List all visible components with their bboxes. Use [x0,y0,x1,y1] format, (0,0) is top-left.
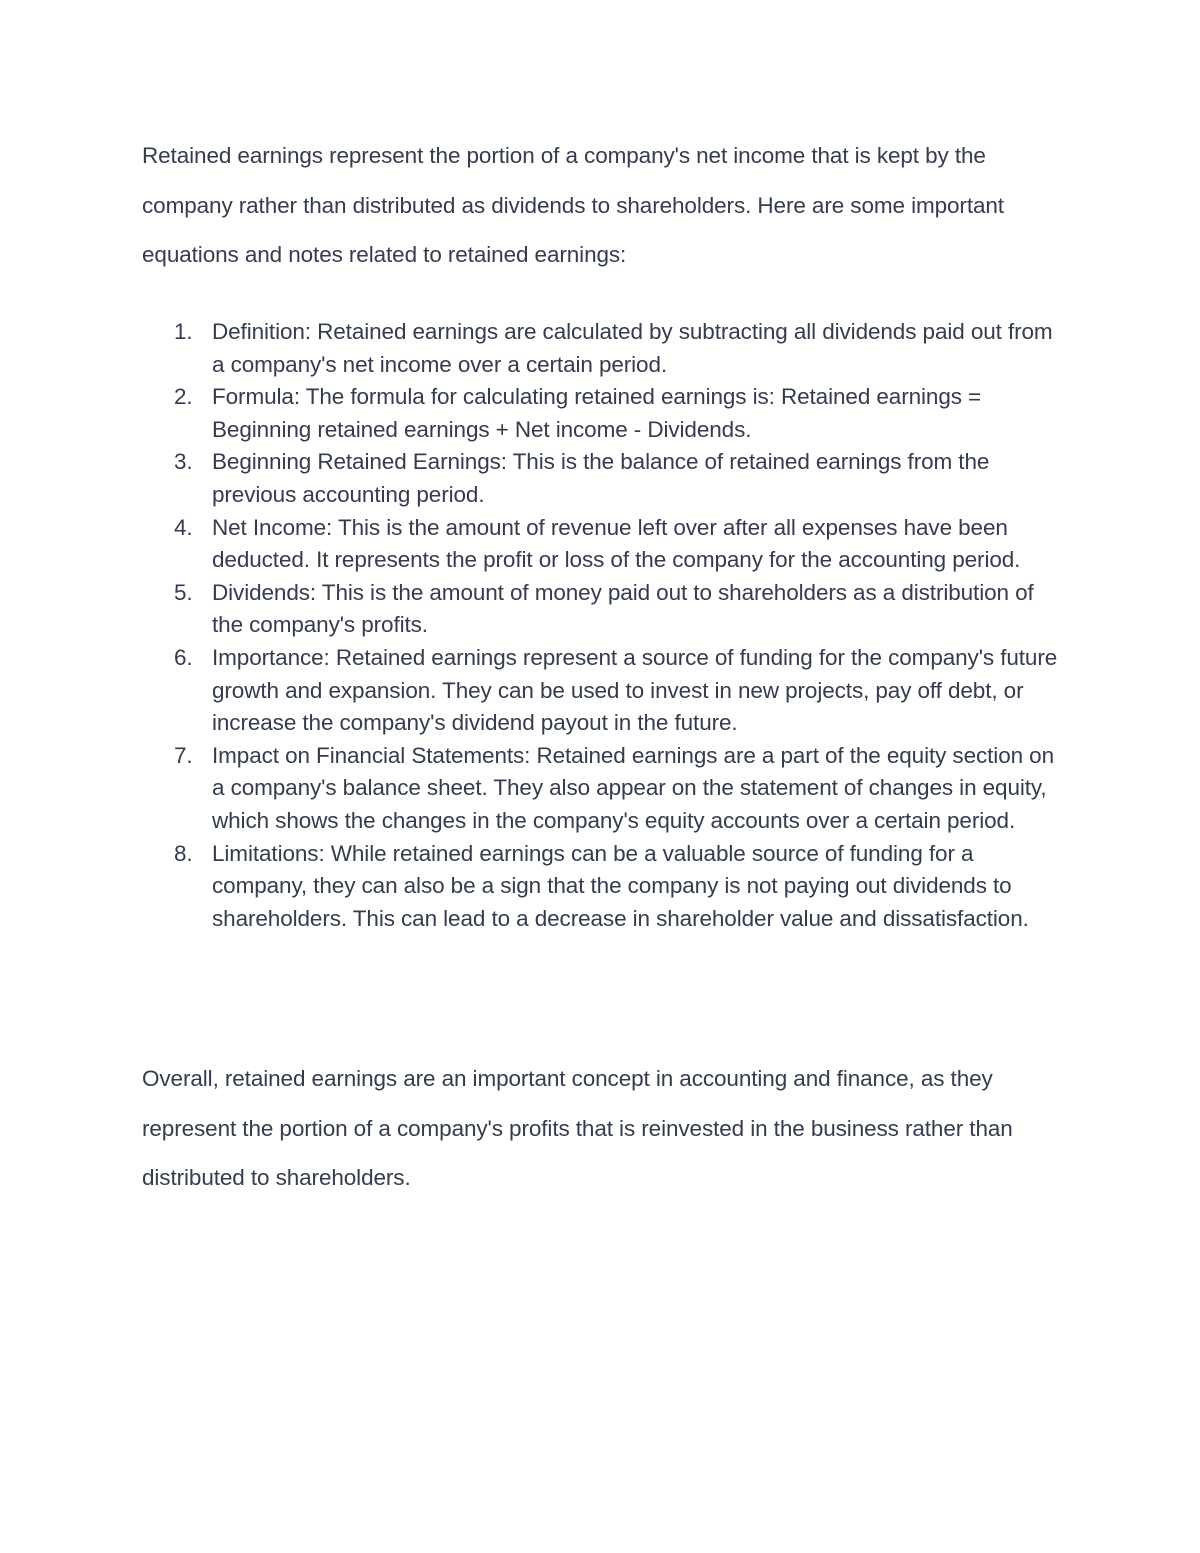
list-item-importance [142,642,1067,740]
list-number: 8. [174,840,193,866]
list-item-impact-on-financial-statements [142,740,1067,838]
list-item-text: Definition: Retained earnings are calculated by subtracting all dividends paid out from a company's net income over a certain period. [212,319,1053,377]
list-item-net-income [142,512,1067,577]
list-item-text: Limitations: While retained earnings can be a valuable source of funding for a company, they can also be a sign that the company is not paying out dividends to shareholders. This can lead to a decrease in shareholder value and dissatisfaction. [212,840,1029,931]
list-item-beginning-retained-earnings [142,446,1067,511]
list-item-text: Net Income: This is the amount of revenue left over after all expenses have been deducted. It represents the profit or loss of the company for the accounting period. [212,514,1021,573]
list-item-text: Formula: The formula for calculating retained earnings is: Retained earnings = Beginning retained earnings + Net income - Dividends. [212,384,982,442]
intro-paragraph: Retained earnings represent the portion of a company's net income that is kept by the company rather than distributed as dividends to shareholders. Here are some important equations and notes related to retained earnings: [142,143,1004,267]
list-item-text: Dividends: This is the amount of money paid out to shareholders as a distribution of the company's profits. [212,579,1034,638]
list-number: 1. [174,319,193,344]
list-item-formula [142,381,1067,446]
list-item-text: Impact on Financial Statements: Retained earnings are a part of the equity section on a company's balance sheet. They also appear on the statement of changes in equity, which shows the changes in the company's equity accounts over a certain period. [212,742,1054,833]
conclusion-paragraph: Overall, retained earnings are an important concept in accounting and finance, as they represent the portion of a company's profits that is reinvested in the business rather than distributed to shareholders. [142,1066,1013,1190]
list-item-text: Beginning Retained Earnings: This is the balance of retained earnings from the previous accounting period. [212,449,990,507]
list-number: 3. [174,449,193,475]
list-item-definition [142,316,1067,381]
list-number: 2. [174,384,193,410]
list-number: 4. [174,514,193,540]
notes-list [142,316,1067,935]
list-item-limitations [142,838,1067,936]
list-number: 7. [174,742,193,768]
list-item-dividends [142,577,1067,642]
list-item-text: Importance: Retained earnings represent a source of funding for the company's future growth and expansion. They can be used to invest in new projects, pay off debt, or increase the company's dividend payout in the future. [212,644,1058,736]
list-number: 6. [174,644,193,670]
list-number: 5. [174,579,193,605]
